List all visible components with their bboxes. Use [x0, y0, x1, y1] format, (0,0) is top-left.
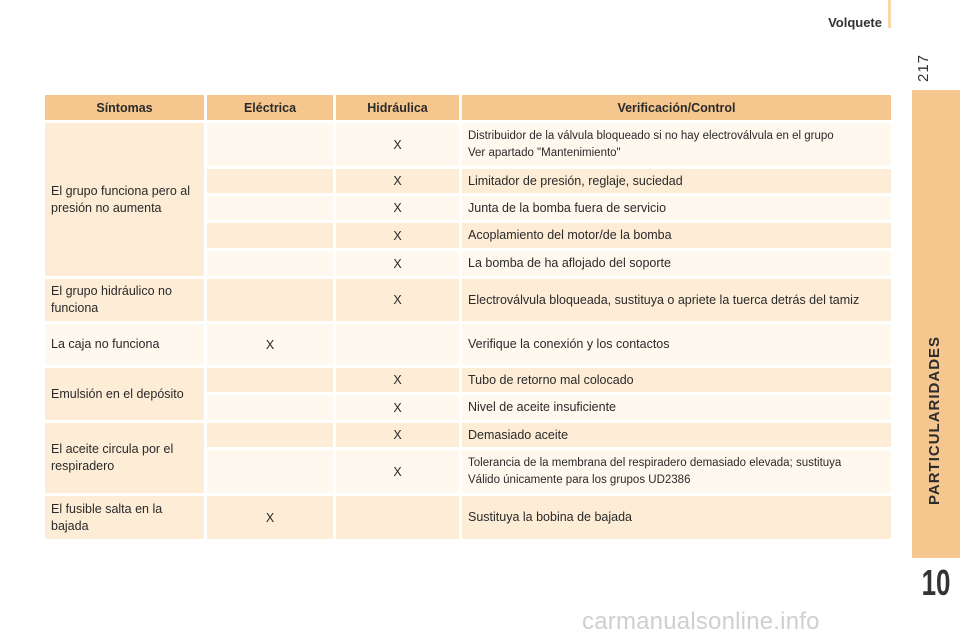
- table-row: [207, 395, 891, 423]
- troubleshooting-table: [45, 95, 891, 542]
- table-row: [207, 368, 891, 395]
- symptom-cell: La caja no funciona: [45, 324, 207, 368]
- page-number: 217: [915, 53, 932, 82]
- header-divider: [888, 0, 891, 28]
- chapter-number: 10: [921, 562, 951, 603]
- symptom-cell: Emulsión en el depósito: [45, 368, 207, 423]
- symptom-group: [45, 123, 891, 279]
- symptom-group: [45, 496, 891, 542]
- section-title: Volquete: [828, 15, 882, 30]
- verificacion-cell: La bomba de ha aflojado del soporte: [462, 251, 891, 279]
- electrica-cell: [207, 395, 336, 423]
- electrica-cell: X: [207, 496, 336, 542]
- table-row: [207, 450, 891, 496]
- hidraulica-cell: [336, 496, 462, 542]
- verificacion-cell: Electroválvula bloqueada, sustituya o apriete la tuerca detrás del tamiz: [462, 279, 891, 324]
- header-hidraulica: Hidráulica: [336, 95, 462, 123]
- verificacion-line: Válido únicamente para los grupos UD2386: [468, 473, 691, 486]
- header-electrica: Eléctrica: [207, 95, 336, 123]
- verificacion-cell: Nivel de aceite insuficiente: [462, 395, 891, 423]
- table-row: [207, 279, 891, 324]
- table-row: [207, 251, 891, 279]
- table-row: [207, 123, 891, 169]
- hidraulica-cell: X: [336, 395, 462, 423]
- electrica-cell: [207, 196, 336, 223]
- hidraulica-cell: [336, 324, 462, 368]
- electrica-cell: [207, 251, 336, 279]
- electrica-cell: X: [207, 324, 336, 368]
- hidraulica-cell: X: [336, 423, 462, 450]
- electrica-cell: [207, 279, 336, 324]
- table-row: [207, 223, 891, 251]
- symptom-cell: El fusible salta en la bajada: [45, 496, 207, 542]
- table-row: [207, 169, 891, 196]
- verificacion-cell: [462, 123, 891, 169]
- symptom-cell: El grupo hidráulico no funciona: [45, 279, 207, 324]
- electrica-cell: [207, 450, 336, 496]
- table-row: [207, 196, 891, 223]
- verificacion-line: Ver apartado "Mantenimiento": [468, 146, 621, 159]
- verificacion-line: Tolerancia de la membrana del respiradero demasiado elevada; sustituya: [468, 456, 842, 469]
- hidraulica-cell: X: [336, 251, 462, 279]
- verificacion-line: Distribuidor de la válvula bloqueado si no hay electroválvula en el grupo: [468, 129, 834, 142]
- hidraulica-cell: X: [336, 368, 462, 395]
- verificacion-cell: Limitador de presión, reglaje, suciedad: [462, 169, 891, 196]
- symptom-group: [45, 423, 891, 496]
- hidraulica-cell: X: [336, 223, 462, 251]
- watermark: carmanualsonline.info: [582, 608, 820, 635]
- verificacion-cell: Demasiado aceite: [462, 423, 891, 450]
- verificacion-cell: Tubo de retorno mal colocado: [462, 368, 891, 395]
- chapter-label: PARTICULARIDADES: [926, 335, 943, 505]
- symptom-group: [45, 324, 891, 368]
- table-header-row: [45, 95, 891, 123]
- header-verificacion: Verificación/Control: [462, 95, 891, 123]
- hidraulica-cell: X: [336, 196, 462, 223]
- verificacion-cell: Acoplamiento del motor/de la bomba: [462, 223, 891, 251]
- electrica-cell: [207, 169, 336, 196]
- verificacion-cell: Verifique la conexión y los contactos: [462, 324, 891, 368]
- symptom-cell: El aceite circula por el respiradero: [45, 423, 207, 496]
- verificacion-cell: Junta de la bomba fuera de servicio: [462, 196, 891, 223]
- hidraulica-cell: X: [336, 279, 462, 324]
- electrica-cell: [207, 368, 336, 395]
- symptom-group: [45, 279, 891, 324]
- hidraulica-cell: X: [336, 123, 462, 169]
- symptom-group: [45, 368, 891, 423]
- symptom-cell: El grupo funciona pero al presión no aumenta: [45, 123, 207, 279]
- verificacion-cell: [462, 450, 891, 496]
- header-sintomas: Síntomas: [45, 95, 207, 123]
- table-row: [207, 423, 891, 450]
- hidraulica-cell: X: [336, 450, 462, 496]
- table-row: [207, 496, 891, 542]
- verificacion-cell: Sustituya la bobina de bajada: [462, 496, 891, 542]
- hidraulica-cell: X: [336, 169, 462, 196]
- electrica-cell: [207, 223, 336, 251]
- electrica-cell: [207, 123, 336, 169]
- electrica-cell: [207, 423, 336, 450]
- table-row: [207, 324, 891, 368]
